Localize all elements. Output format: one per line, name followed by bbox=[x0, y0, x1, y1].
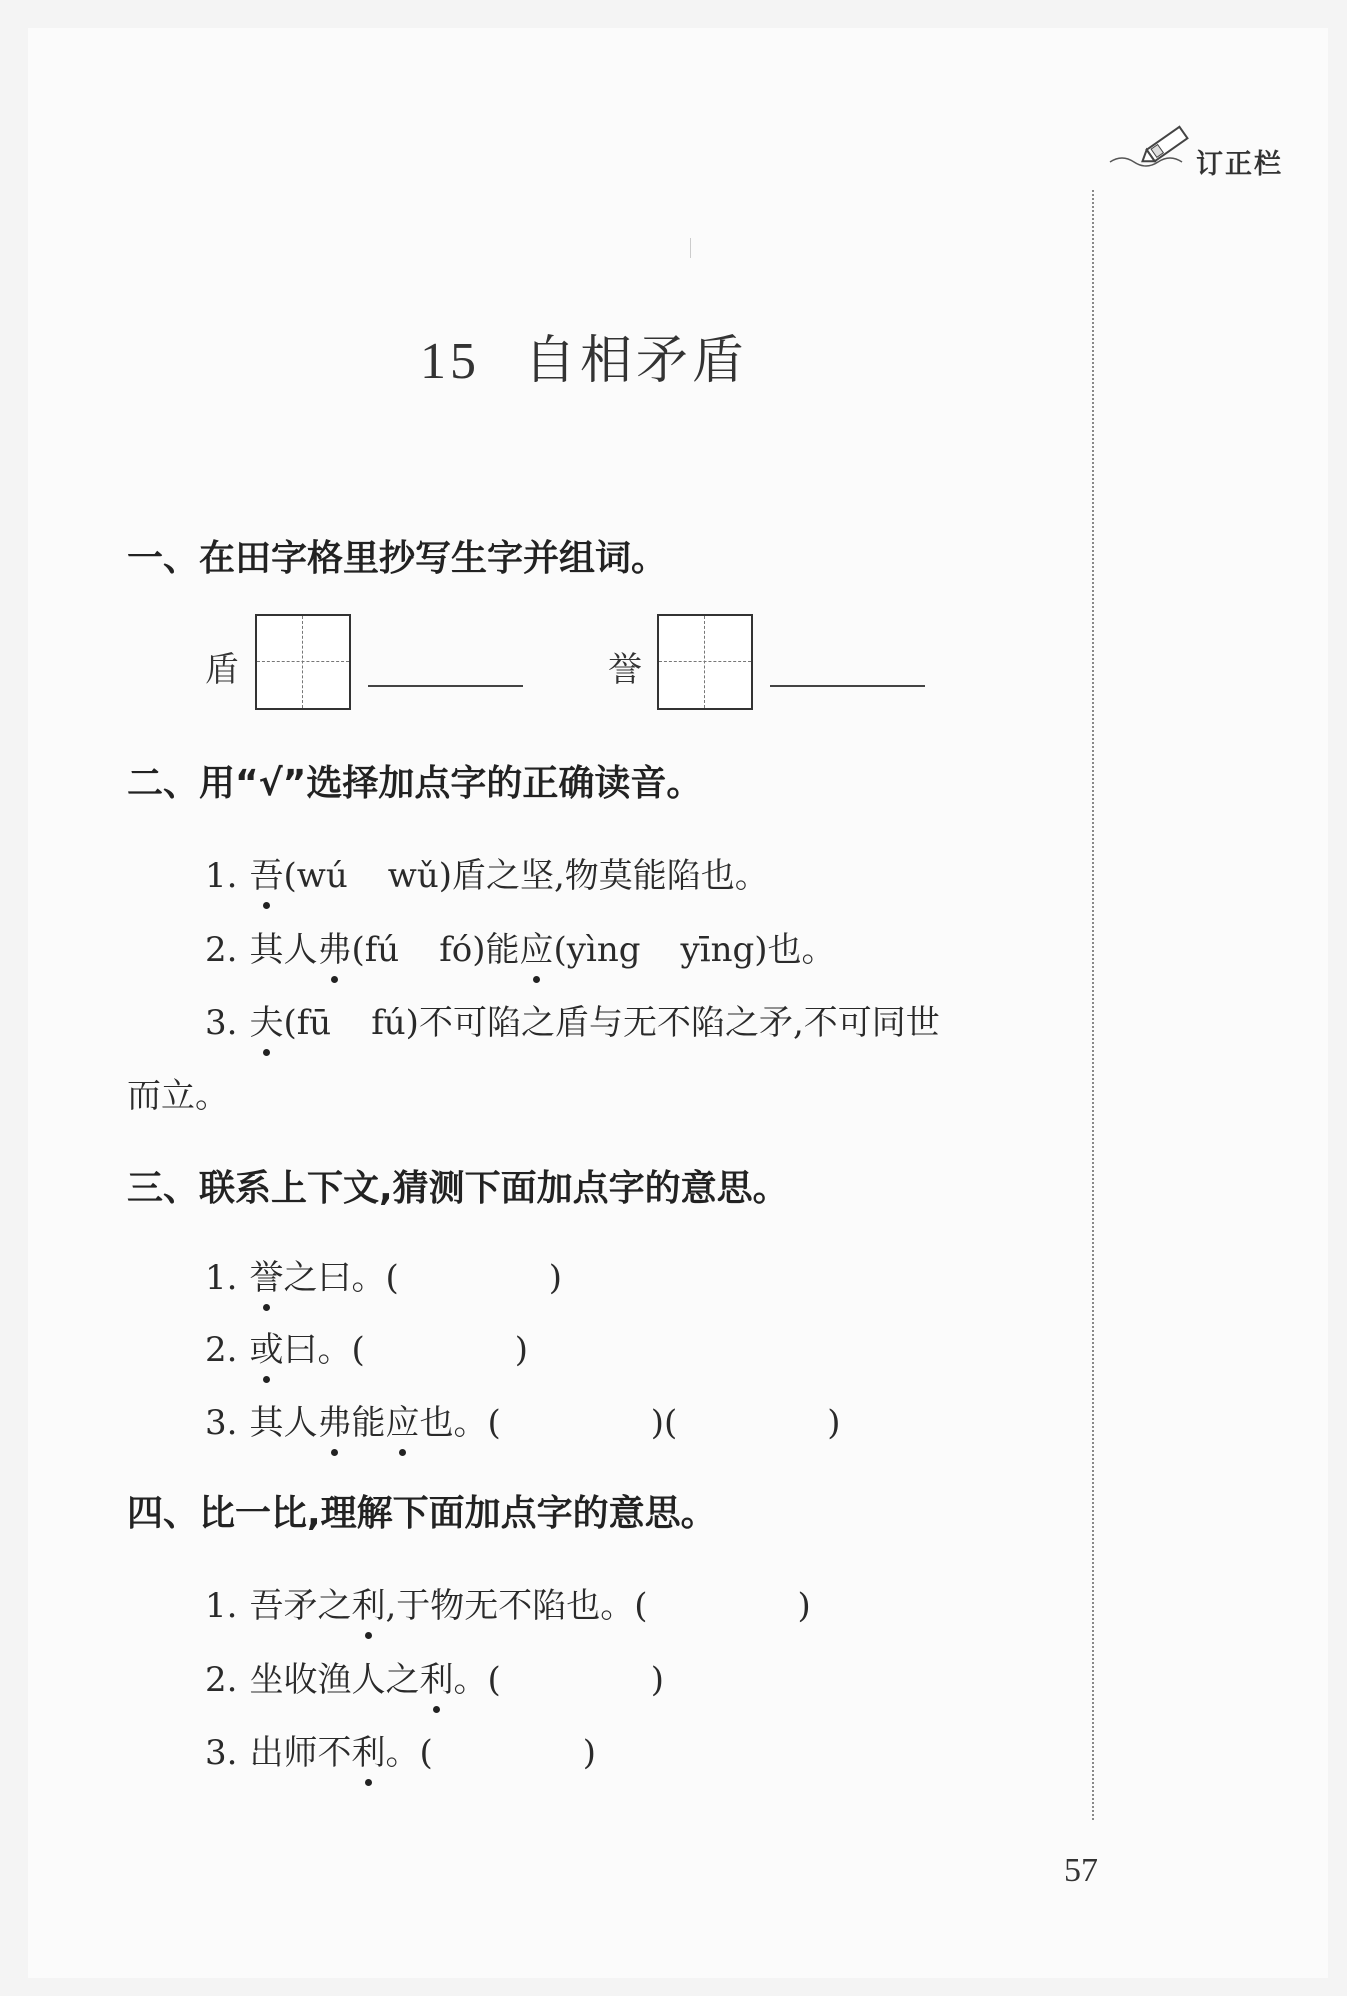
question-text: 1. bbox=[205, 1586, 238, 1626]
question-text: 能 bbox=[351, 1403, 386, 1443]
question-text: (yìng bbox=[553, 930, 641, 970]
dotted-char: 誉 bbox=[249, 1250, 283, 1299]
question-text: ) bbox=[548, 1258, 562, 1298]
dotted-char: 夫 bbox=[249, 995, 283, 1044]
question-text: 2. bbox=[205, 930, 238, 970]
dotted-char: 利 bbox=[351, 1578, 385, 1627]
word-blank-dun[interactable] bbox=[368, 685, 523, 687]
char-label-dun: 盾 bbox=[205, 650, 239, 690]
question-text: 之曰。( bbox=[283, 1258, 399, 1298]
question-text: 2. bbox=[205, 1660, 238, 1700]
section-3-question-1 bbox=[205, 1250, 562, 1299]
section-3-question-3 bbox=[205, 1395, 841, 1444]
question-text: yīng)也。 bbox=[680, 930, 836, 970]
question-text: )( bbox=[650, 1403, 678, 1443]
dotted-char: 或 bbox=[249, 1322, 283, 1371]
question-text: 曰。( bbox=[283, 1330, 365, 1370]
question-text: wǔ)盾之坚,物莫能陷也。 bbox=[387, 856, 769, 896]
question-text: ) bbox=[827, 1403, 841, 1443]
question-text: 。( bbox=[385, 1733, 433, 1773]
writing-grid-yu[interactable] bbox=[657, 614, 753, 710]
section-3-title: 三、联系上下文,猜测下面加点字的意思。 bbox=[127, 1168, 789, 1209]
question-text: 吾矛之 bbox=[249, 1586, 352, 1626]
section-2-question-1 bbox=[205, 848, 769, 897]
dotted-char: 利 bbox=[419, 1652, 453, 1701]
section-2-question-3 bbox=[205, 995, 940, 1044]
section-4-title: 四、比一比,理解下面加点字的意思。 bbox=[127, 1493, 717, 1534]
correction-column-divider bbox=[1092, 190, 1094, 1820]
question-text: 其人 bbox=[249, 1403, 318, 1443]
question-text: (fū bbox=[283, 1003, 332, 1043]
writing-grid-dun[interactable] bbox=[255, 614, 351, 710]
section-1-title: 一、在田字格里抄写生字并组词。 bbox=[127, 538, 668, 579]
question-text: 。( bbox=[453, 1660, 501, 1700]
pencil-icon bbox=[1108, 118, 1200, 176]
dotted-char: 弗 bbox=[317, 1395, 351, 1444]
question-text: 坐收渔人之 bbox=[249, 1660, 420, 1700]
question-text: 1. bbox=[205, 1258, 238, 1298]
question-text: 其人 bbox=[249, 930, 318, 970]
question-text: ,于物无不陷也。( bbox=[385, 1586, 648, 1626]
page-mark bbox=[690, 238, 691, 258]
dotted-char: 弗 bbox=[317, 922, 351, 971]
lesson-number: 15 bbox=[420, 333, 480, 390]
correction-column-label: 订正栏 bbox=[1196, 149, 1283, 180]
section-4-question-3 bbox=[205, 1725, 596, 1774]
dotted-char: 利 bbox=[351, 1725, 385, 1774]
section-4-question-1 bbox=[205, 1578, 811, 1627]
question-text: 1. bbox=[205, 856, 238, 896]
question-text: ) bbox=[797, 1586, 811, 1626]
question-text: 3. bbox=[205, 1733, 238, 1773]
question-text: 也。( bbox=[419, 1403, 501, 1443]
question-text: ) bbox=[650, 1660, 664, 1700]
question-text: (wú bbox=[283, 856, 348, 896]
question-text: fú)不可陷之盾与无不陷之矛,不可同世 bbox=[371, 1003, 940, 1043]
page-number: 57 bbox=[1064, 1852, 1098, 1889]
dotted-char: 应 bbox=[520, 922, 554, 971]
question-text: 3. bbox=[205, 1003, 238, 1043]
question-text: 3. bbox=[205, 1403, 238, 1443]
word-blank-yu[interactable] bbox=[770, 685, 925, 687]
question-text: fó)能 bbox=[439, 930, 520, 970]
question-text: 2. bbox=[205, 1330, 238, 1370]
char-label-yu: 誉 bbox=[608, 650, 642, 690]
section-3-question-2 bbox=[205, 1322, 528, 1371]
dotted-char: 吾 bbox=[249, 848, 283, 897]
question-text: (fú bbox=[351, 930, 400, 970]
question-text: ) bbox=[514, 1330, 528, 1370]
section-2-title: 二、用“√”选择加点字的正确读音。 bbox=[127, 763, 703, 804]
lesson-name: 自相矛盾 bbox=[524, 331, 749, 391]
question-text: 出师不 bbox=[249, 1733, 352, 1773]
dotted-char: 应 bbox=[385, 1395, 419, 1444]
question-text: ) bbox=[582, 1733, 596, 1773]
section-2-question-2 bbox=[205, 922, 836, 971]
section-4-question-2 bbox=[205, 1652, 664, 1701]
lesson-title bbox=[420, 318, 748, 393]
section-2-question-3-continued: 而立。 bbox=[127, 1076, 229, 1116]
